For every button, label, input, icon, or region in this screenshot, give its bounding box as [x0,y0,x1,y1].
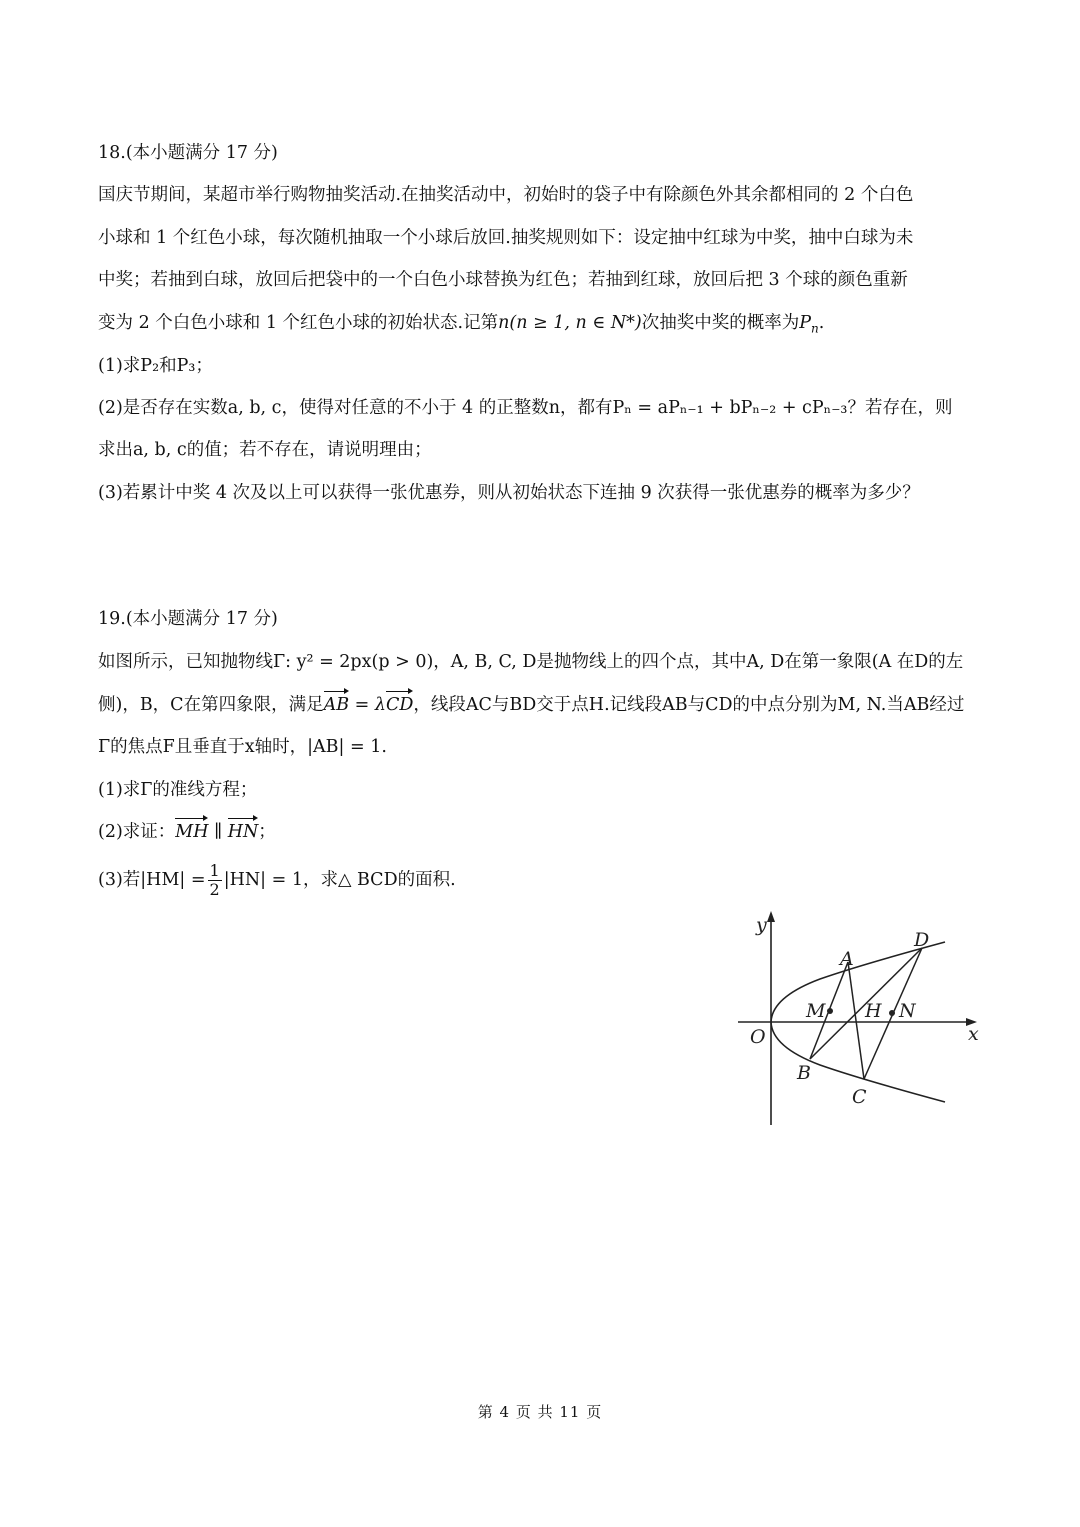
q19-part-3b: |HN| = 1，求△ BCD的面积. [223,870,456,890]
q18-line-4-pn: P [799,313,812,333]
q19-line-2a: 侧)，B，C在第四象限，满足 [98,695,324,715]
vector-hn: HN [227,822,259,842]
vector-cd: CD [385,695,414,715]
q18-part-3: (3)若累计中奖 4 次及以上可以获得一张优惠券，则从初始状态下连抽 9 次获得一张优惠券的概率为多少？ [98,483,920,503]
vector-mh: MH [175,822,209,842]
label-y: y [756,914,767,936]
label-n: N [899,1000,916,1022]
label-d: D [914,929,930,951]
q19-line-2b: ，线段AC与BD交于点H.记线段AB与CD的中点分别为M, N.当AB经过 [413,695,965,715]
q18-line-4-math: n(n ≥ 1, n ∈ N*) [498,313,642,333]
q19-line-2 [98,693,964,717]
q19-part-1: (1)求Γ的准线方程； [98,780,258,800]
q19-part-2b: ； [258,822,276,842]
label-h: H [865,1000,882,1022]
q18-line-1: 国庆节期间，某超市举行购物抽奖活动.在抽奖活动中，初始时的袋子中有除颜色外其余都相同的 2 个白色 [98,185,914,205]
q19-part-2a: (2)求证： [98,822,176,842]
q19-line-1: 如图所示，已知抛物线Γ: y² = 2px(p > 0)，A, B, C, D是抛物线上的四个点，其中A, D在第一象限(A 在D的左 [98,652,964,672]
label-o: O [750,1026,766,1048]
label-b: B [797,1062,811,1084]
point-n [889,1010,895,1016]
vector-ab: AB [323,695,350,715]
q19-part-2 [98,820,276,844]
label-c: C [852,1086,867,1108]
q18-line-3: 中奖；若抽到白球，放回后把袋中的一个白色小球替换为红色；若抽到红球，放回后把 3 个球的颜色重新 [98,270,908,290]
parallel-symbol: ∥ [208,822,228,842]
segment-ac [848,962,864,1079]
point-m [827,1008,833,1014]
label-a: A [840,948,854,970]
q18-line-4-tail: 次抽奖中奖的概率为 [641,313,800,333]
q19-eq-lambda: = λ [349,695,386,715]
q18-line-4-pn-sub: n [811,321,819,336]
q18-part-2b: 求出a, b, c的值；若不存在，请说明理由； [98,440,432,460]
fraction-one-half: $\frac{1}{2}$ [209,861,220,899]
label-x: x [968,1023,979,1045]
label-m: M [806,1000,826,1022]
q18-line-2: 小球和 1 个红色小球，每次随机抽取一个小球后放回.抽奖规则如下：设定抽中红球为中奖，抽中白球为未 [98,228,914,248]
q18-line-4-text: 变为 2 个白色小球和 1 个红色小球的初始状态.记第 [98,313,499,333]
q19-line-3: Γ的焦点F且垂直于x轴时，|AB| = 1. [98,737,387,757]
q19-part-3a: (3)若|HM| = [98,870,206,890]
q18-header: 18.(本小题满分 17 分) [98,143,278,163]
q19-header: 19.(本小题满分 17 分) [98,609,278,629]
q18-line-4: 变为 2 个白色小球和 1 个红色小球的初始状态.记第n(n ≥ 1, n ∈ N*)次抽奖中奖的概率为$P_n$. [98,313,825,336]
q18-part-1: (1)求P₂和P₃； [98,356,213,376]
y-axis-arrow [767,911,775,922]
q18-part-2a: (2)是否存在实数a, b, c，使得对任意的不小于 4 的正整数n，都有Pₙ = aPₙ₋₁ + bPₙ₋₂ + cPₙ₋₃？若存在，则 [98,398,953,418]
page-footer: 第 4 页 共 11 页 [477,1403,603,1421]
parabola-figure [730,905,990,1130]
q19-part-3 [98,862,456,899]
